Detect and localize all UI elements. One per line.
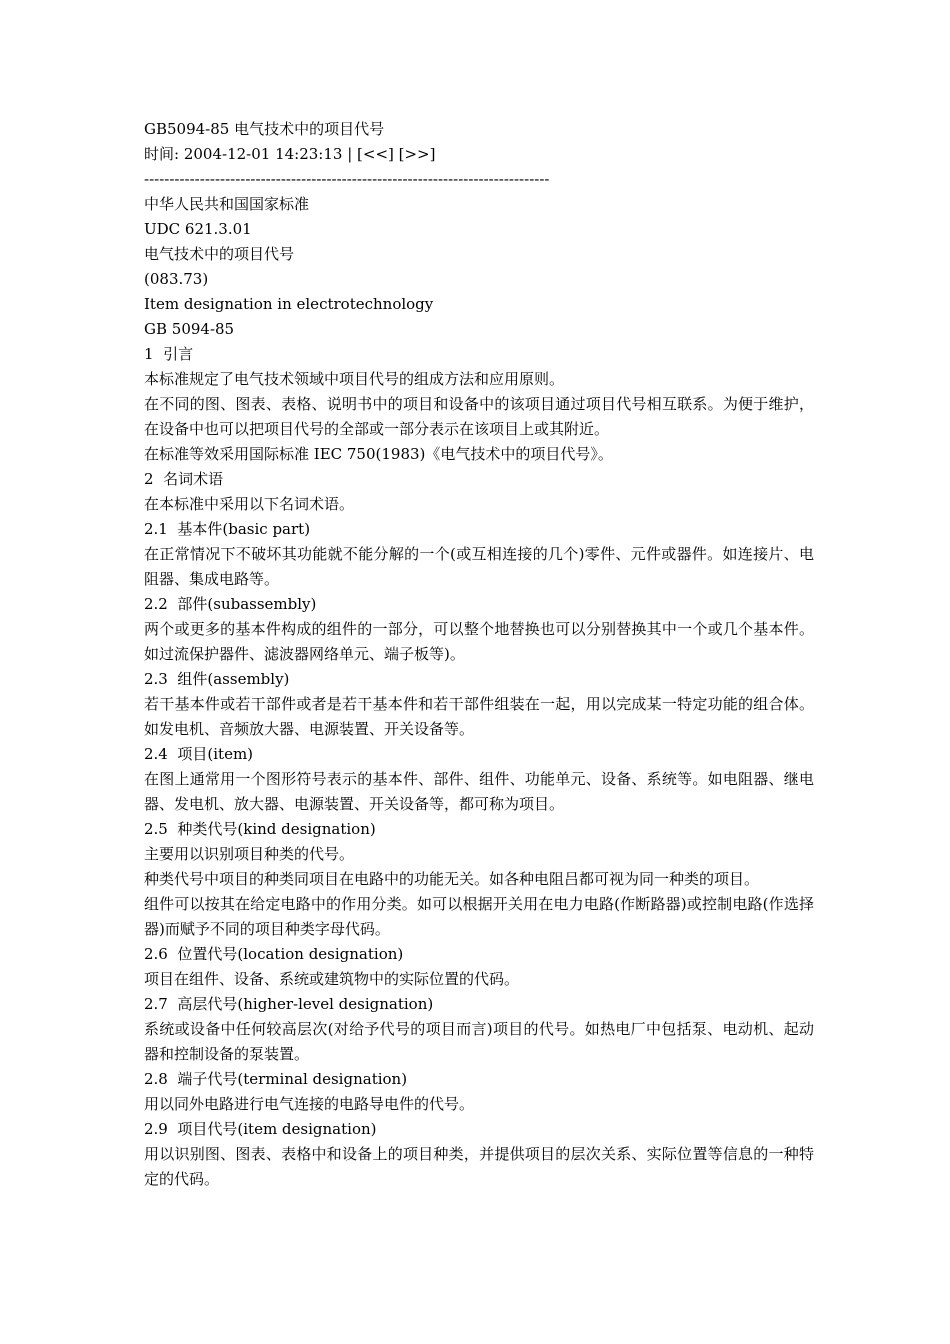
subsection-heading: 2.8 端子代号(terminal designation) — [144, 1070, 408, 1088]
separator-rule: -------------------------------------------------------------------------------- — [144, 170, 550, 188]
section-heading: 2 名词术语 — [144, 470, 224, 488]
paragraph: 在正常情况下不破坏其功能就不能分解的一个(或互相连接的几个)零件、元件或器件。如连接片、电阻器、集成电路等。 — [144, 545, 814, 588]
section-heading: 1 引言 — [144, 345, 194, 363]
paragraph: 本标准规定了电气技术领域中项目代号的组成方法和应用原则。 — [144, 370, 565, 388]
paragraph: 主要用以识别项目种类的代号。 — [144, 845, 355, 863]
subsection-heading: 2.5 种类代号(kind designation) — [144, 820, 376, 838]
paragraph: 种类代号中项目的种类同项目在电路中的功能无关。如各种电阻吕都可视为同一种类的项目。 — [144, 870, 760, 888]
subsection-heading: 2.4 项目(item) — [144, 745, 254, 763]
subsection-heading: 2.7 高层代号(higher-level designation) — [144, 995, 434, 1013]
standard-organization: 中华人民共和国国家标准 — [144, 195, 310, 213]
paragraph: 在标准等效采用国际标准 IEC 750(1983)《电气技术中的项目代号》。 — [144, 445, 613, 463]
paragraph: 组件可以按其在给定电路中的作用分类。如可以根据开关用在电力电路(作断路器)或控制电路(作选择器)而赋予不同的项目种类字母代码。 — [144, 895, 814, 938]
paragraph: 系统或设备中任何较高层次(对给予代号的项目而言)项目的代号。如热电厂中包括泵、电动机、起动器和控制设备的泵装置。 — [144, 1020, 814, 1063]
classification-code: (083.73) — [144, 270, 209, 288]
paragraph: 项目在组件、设备、系统或建筑物中的实际位置的代码。 — [144, 970, 520, 988]
english-title: Item designation in electrotechnology — [144, 295, 434, 313]
subsection-heading: 2.6 位置代号(location designation) — [144, 945, 404, 963]
subsection-heading: 2.3 组件(assembly) — [144, 670, 290, 688]
paragraph: 在不同的图、图表、表格、说明书中的项目和设备中的该项目通过项目代号相互联系。为便于维护，在设备中也可以把项目代号的全部或一部分表示在该项目上或其附近。 — [144, 395, 814, 438]
document-title: GB5094-85 电气技术中的项目代号 — [144, 120, 385, 138]
timestamp-nav-line: 时间: 2004-12-01 14:23:13 | [<<] [>>] — [144, 145, 436, 163]
document-body — [144, 117, 814, 1192]
paragraph: 在图上通常用一个图形符号表示的基本件、部件、组件、功能单元、设备、系统等。如电阻器、继电器、发电机、放大器、电源装置、开关设备等，都可称为项目。 — [144, 770, 814, 813]
chinese-title: 电气技术中的项目代号 — [144, 245, 295, 263]
udc-number: UDC 621.3.01 — [144, 220, 252, 238]
subsection-heading: 2.2 部件(subassembly) — [144, 595, 317, 613]
gb-number: GB 5094-85 — [144, 320, 235, 338]
paragraph: 用以识别图、图表、表格中和设备上的项目种类，并提供项目的层次关系、实际位置等信息的一种特定的代码。 — [144, 1145, 814, 1188]
subsection-heading: 2.1 基本件(basic part) — [144, 520, 311, 538]
paragraph: 两个或更多的基本件构成的组件的一部分，可以整个地替换也可以分别替换其中一个或几个基本件。如过流保护器件、滤波器网络单元、端子板等)。 — [144, 620, 814, 663]
paragraph: 用以同外电路进行电气连接的电路导电件的代号。 — [144, 1095, 475, 1113]
paragraph: 在本标准中采用以下名词术语。 — [144, 495, 355, 513]
subsection-heading: 2.9 项目代号(item designation) — [144, 1120, 377, 1138]
paragraph: 若干基本件或若干部件或者是若干基本件和若干部件组装在一起，用以完成某一特定功能的组合体。如发电机、音频放大器、电源装置、开关设备等。 — [144, 695, 814, 738]
